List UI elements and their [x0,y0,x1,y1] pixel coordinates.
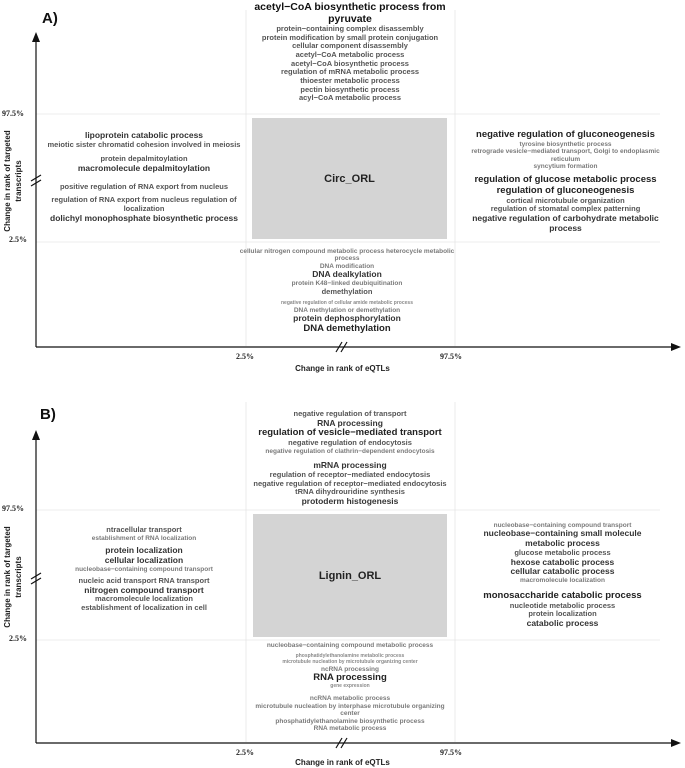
panel-a-x-arrowhead [671,343,681,351]
term-label: RNA processing [313,672,387,684]
panel-b-x-arrowhead [671,739,681,747]
term-label: DNA demethylation [303,323,391,335]
panel-a-label: A) [42,10,58,27]
term-label: DNA modification [319,262,375,270]
term-label: macromolecule localization [95,594,193,604]
panel-b-xtick-97: 97.5% [440,748,462,757]
term-label: acetyl−CoA biosynthetic process from pyruvate [254,1,446,26]
term-label: protein−containing complex disassembly [276,24,424,34]
panel-a-xtick-2: 2.5% [236,352,254,361]
term-label: regulation of RNA export from nucleus regulation of localization [51,195,237,214]
term-label: demethylation [321,286,373,296]
term-label: DNA methylation or demethylation [293,307,401,315]
term-label: regulation of receptor−mediated endocytosis [269,470,431,480]
panel-a-top-terms [250,1,450,103]
term-label: protein localization [105,545,183,556]
term-label: nucleic acid transport RNA transport [78,576,210,586]
panel-b-ytick-2: 2.5% [9,634,27,643]
term-label: regulation of gluconeogenesis [496,184,635,196]
term-label: gene expression [330,683,370,690]
term-label: negative regulation of cellular amide metabolic process [281,300,413,307]
term-label: negative regulation of receptor−mediated endocytosis [253,478,447,488]
term-label: pectin biosynthetic process [300,84,400,94]
term-label: cortical microtubule organization [506,195,625,205]
term-label: ncRNA metabolic process [309,695,391,703]
panel-a-bottom-terms [232,248,462,335]
term-label: protein depalmitoylation [100,154,188,164]
term-label: positive regulation of RNA export from nucleus [59,181,229,191]
panel-b-bottom-terms [252,642,448,732]
term-label: dolichyl monophosphate biosynthetic process [50,212,238,223]
term-label: nucleotide metabolic process [509,600,616,610]
term-label: acetyl−CoA biosynthetic process [291,58,409,68]
term-label: cellular nitrogen compound metabolic process heterocycle metabolic process [239,248,455,263]
panel-b-center-box: Lignin_ORL [253,514,447,637]
term-label: cellular localization [104,554,184,565]
term-label: syncytium formation [533,163,598,171]
panel-b-xtick-2: 2.5% [236,748,254,757]
term-label: nucleobase−containing small molecule metabolic process [483,528,642,549]
term-label: macromolecule localization [520,577,605,585]
term-label: cellular catabolic process [510,566,615,577]
panel-a-left-terms [40,131,248,223]
panel-b-right-terms [470,522,655,629]
term-label: RNA metabolic process [313,724,387,732]
term-label: establishment of RNA localization [91,534,197,542]
term-label: protein localization [528,609,597,619]
panel-b-y-arrowhead [32,430,40,440]
panel-a-ytick-2: 2.5% [9,235,27,244]
term-label: protein dephosphorylation [293,313,401,324]
term-label: ncRNA processing [321,665,379,673]
term-label: nucleobase−containing compound metabolic process [266,642,434,649]
term-label: negative regulation of gluconeogenesis [476,129,655,140]
term-label: regulation of mRNA metabolic process [280,67,420,77]
term-label: RNA processing [317,417,383,428]
term-label: ntracellular transport [106,525,182,534]
panel-a-y-arrowhead [32,32,40,42]
term-label: negative regulation of transport [293,409,407,418]
panel-b-ytick-97: 97.5% [2,504,24,513]
term-label: regulation of vesicle−mediated transport [258,427,442,439]
term-label: establishment of localization in cell [81,603,207,613]
term-label: protein modification by small protein conjugation cellular component disassembly [261,32,439,51]
term-label: nucleobase−containing compound transport [75,565,213,573]
term-label: regulation of glucose metabolic process [474,173,657,185]
term-label: microtubule nucleation by interphase microtubule organizing center [255,702,445,718]
term-label: nitrogen compound transport [84,584,204,595]
term-label: microtubule nucleation by microtubule organizing center [282,659,418,666]
term-label: hexose catabolic process [510,556,615,567]
term-label: thioester metabolic process [300,75,400,85]
panel-a-center-box: Circ_ORL [252,118,447,239]
panel-b-left-terms [44,526,244,613]
panel-b-top-terms [240,410,460,507]
term-label: phosphatidylethanolamine biosynthetic process [275,717,425,725]
panel-b-label: B) [40,406,56,423]
term-label: tRNA dihydrouridine synthesis [295,487,405,497]
term-label: monosaccharide catabolic process [483,589,642,601]
term-label: glucose metabolic process [514,548,611,557]
term-label: lipoprotein catabolic process [84,130,204,140]
panel-a-ytick-97: 97.5% [2,109,24,118]
panel-b [0,384,685,768]
term-label: negative regulation of endocytosis [288,438,412,448]
term-label: phosphatidylethanolamine metabolic process [295,653,405,660]
panel-a-x-title: Change in rank of eQTLs [295,364,390,373]
term-label: DNA dealkylation [312,269,382,280]
term-label: retrograde vesicle−mediated transport, Golgi to endoplasmic reticulum [471,148,660,163]
term-label: negative regulation of carbohydrate metabolic process [472,212,659,233]
term-label: catabolic process [526,617,599,628]
panel-a-xtick-97: 97.5% [440,352,462,361]
term-label: mRNA processing [313,460,387,471]
term-label: protoderm histogenesis [301,496,399,507]
term-label: acetyl−CoA metabolic process [295,50,405,59]
panel-b-y-title: Change in rank of targeted transcripts [3,526,23,628]
term-label: protein K48−linked deubiquitination [291,280,403,288]
term-label: meiotic sister chromatid cohesion involved in meiosis [47,139,241,149]
panel-a-y-title: Change in rank of targeted transcripts [3,130,23,232]
panel-a-right-terms [468,130,663,233]
term-label: acyl−CoA metabolic process [298,93,402,103]
panel-b-x-title: Change in rank of eQTLs [295,758,390,767]
term-label: regulation of stomatal complex patterning [490,204,641,214]
term-label: tyrosine biosynthetic process [519,140,612,148]
term-label: negative regulation of clathrin−dependent endocytosis [265,447,435,455]
term-label: macromolecule depalmitoylation [77,163,211,174]
term-label: nucleobase−containing compound transport [493,522,632,529]
